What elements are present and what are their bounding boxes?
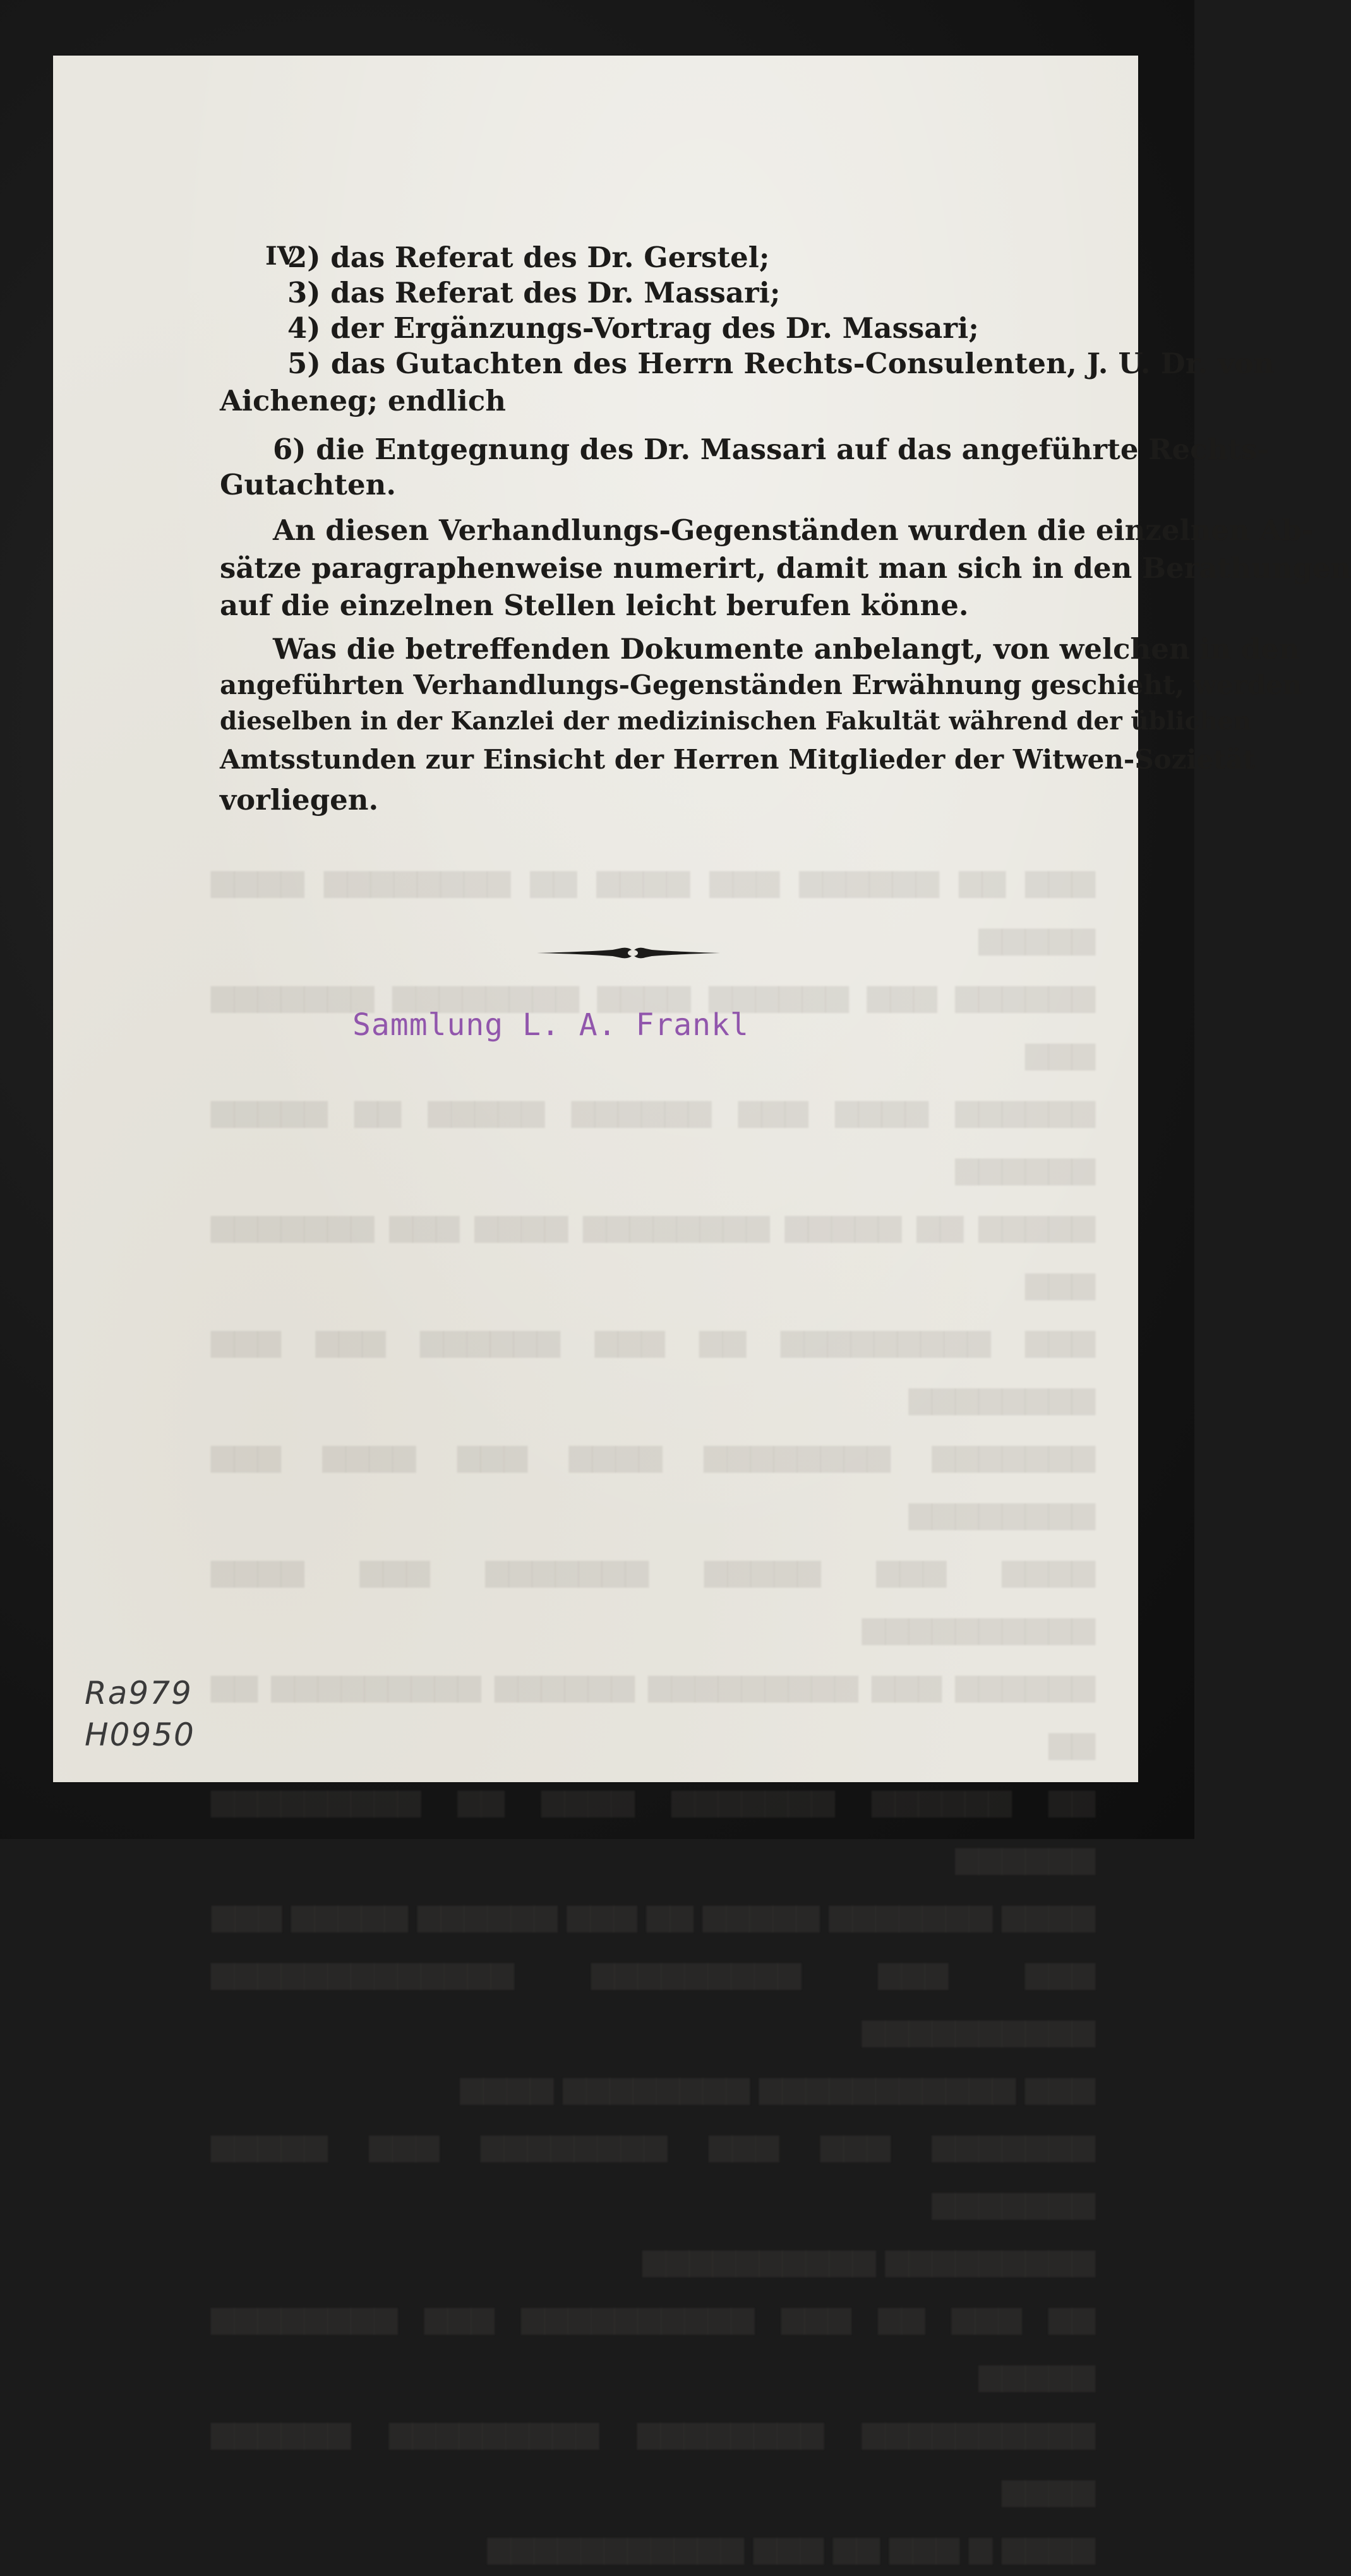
list-item-3: 3) das Referat des Dr. Massari; (287, 276, 781, 309)
ornamental-divider (537, 944, 720, 962)
list-item-5-continued: Aicheneg; endlich (220, 384, 506, 417)
library-stamp: Sammlung L. A. Frankl (352, 1007, 749, 1043)
bleed-through-texture: ▆▆▆ ▆▆ ▆▆▆▆▆▆ ▆▆▆ ▆▆▆▆ ▆▆ ▆▆▆▆▆▆▆▆ ▆▆▆▆ ▆▆▆▆▆ ▆▆▆▆▆▆ ▆▆▆ ▆▆▆▆▆▆ ▆▆▆▆ ▆▆▆▆▆▆▆▆ ▆▆▆▆▆▆▆ ▆▆▆ ▆▆▆▆▆▆ ▆▆▆▆ ▆▆▆ ▆▆▆▆▆▆ ▆▆▆▆▆ ▆▆ ▆▆▆▆▆ ▆▆▆▆▆▆ ▆▆▆▆▆ ▆▆ ▆▆▆▆▆ ▆▆▆▆▆▆▆▆ ▆▆▆▆ ▆▆▆ ▆▆▆▆▆▆▆ ▆▆▆ ▆▆▆ ▆▆▆▆▆▆▆▆▆ ▆▆ ▆▆▆ ▆▆▆▆▆▆ ▆▆▆ ▆▆▆ ▆▆▆▆▆▆▆▆ ▆▆▆▆▆▆▆ ▆▆▆▆▆▆▆▆ ▆▆▆▆ ▆▆▆ ▆▆▆▆ ▆▆▆ ▆▆▆▆▆▆▆▆ ▆▆▆▆ ▆▆▆ ▆▆▆▆▆ ▆▆▆▆▆▆▆ ▆▆▆ ▆▆▆▆ ▆▆▆▆▆▆▆▆▆▆ ▆▆▆▆▆▆ ▆▆▆ ▆▆▆▆▆▆▆▆▆ ▆▆▆▆▆▆ ▆▆▆▆▆▆▆▆▆ ▆▆ ▆▆ ▆▆ ▆▆▆▆▆▆ ▆▆▆▆▆▆▆ ▆▆▆▆ ▆▆ ▆▆▆▆▆▆▆▆▆ ▆▆▆▆▆▆ ▆▆▆▆ ▆▆▆▆▆▆▆ ▆▆▆▆▆ ▆▆ ▆▆▆ ▆▆▆▆▆▆ ▆▆▆▆▆ ▆▆▆ ▆▆▆ ▆▆▆ ▆▆▆▆▆▆▆▆▆ ▆▆▆▆▆▆▆▆▆▆▆▆▆ ▆▆▆▆▆▆▆▆▆▆ ▆▆▆ ▆▆▆▆▆▆▆▆▆▆▆ ▆▆▆▆▆▆▆▆ ▆▆▆▆ ▆▆▆▆▆▆▆ ▆▆▆ ▆▆▆ ▆▆▆▆▆▆▆▆ ▆▆▆ ▆▆▆▆▆ ▆▆▆▆▆▆▆ ▆▆▆▆▆▆▆▆▆ ▆▆▆▆▆▆▆▆▆▆ ▆▆ ▆▆▆ ▆▆ ▆▆▆ ▆▆▆▆▆▆▆▆▆▆ ▆▆▆ ▆▆▆▆▆▆▆▆ ▆▆▆▆▆ ▆▆▆▆▆▆▆▆▆▆ ▆▆▆▆▆▆▆▆ ▆▆▆▆▆▆▆▆▆ ▆▆▆▆▆▆ ▆▆▆▆ ▆▆▆▆ ▆ ▆▆▆ ▆▆ ▆▆▆ ▆▆▆▆▆▆▆▆▆▆▆ (211, 863, 1095, 2565)
paragraph-2-line-5: vorliegen. (220, 783, 379, 817)
paragraph-1-line-1: An diesen Verhandlungs-Gegenständen wurden die einzelnen Ab- (273, 513, 1314, 547)
paragraph-2-line-2: angeführten Verhandlungs-Gegenständen Erwähnung geschieht, werden (220, 669, 1302, 700)
list-item-5: 5) das Gutachten des Herrn Rechts-Consulenten, J. U. Dr. von (287, 347, 1275, 380)
paragraph-2-line-3: dieselben in der Kanzlei der medizinischen Fakultät während der üblichen (220, 707, 1251, 736)
paragraph-1-line-3: auf die einzelnen Stellen leicht berufen könne. (220, 589, 969, 622)
list-item-6-continued: Gutachten. (220, 468, 397, 501)
shelfmark-line-2: H0950 (85, 1716, 195, 1753)
list-item-4: 4) der Ergänzungs-Vortrag des Dr. Massari; (287, 311, 979, 345)
list-item-2: 2) das Referat des Dr. Gerstel; (287, 241, 770, 274)
page-number: IV (265, 241, 297, 271)
paragraph-2-line-4: Amtsstunden zur Einsicht der Herren Mitglieder der Witwen-Sozietät (220, 744, 1256, 775)
paragraph-2-line-1: Was die betreffenden Dokumente anbelangt, von welchen in den (273, 632, 1300, 666)
shelfmark-line-1: Ra979 (85, 1675, 193, 1711)
paragraph-1-line-2: sätze paragraphenweise numerirt, damit man sich in den Berathungen (220, 551, 1351, 585)
list-item-6: 6) die Entgegnung des Dr. Massari auf das angeführte Rechts- (273, 433, 1270, 466)
